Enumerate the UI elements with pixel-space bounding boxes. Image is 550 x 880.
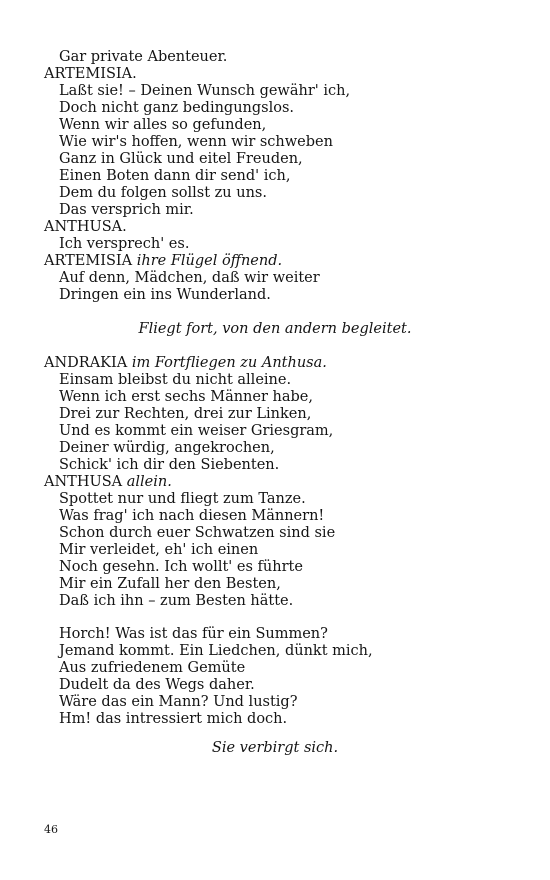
verse-line: Spottet nur und fliegt zum Tanze. xyxy=(59,491,306,507)
speaker-name: ANTHUSA xyxy=(44,474,127,490)
verse-line: Dem du folgen sollst zu uns. xyxy=(59,185,267,201)
verse-line: Einsam bleibst du nicht alleine. xyxy=(59,372,292,388)
speaker-name: ARTEMISIA xyxy=(44,253,137,269)
verse-line: Das versprich mir. xyxy=(59,202,194,218)
verse-line: Dudelt da des Wegs daher. xyxy=(59,677,255,693)
verse-line: Und es kommt ein weiser Griesgram, xyxy=(59,423,334,439)
verse-line: Ganz in Glück und eitel Freuden, xyxy=(59,151,303,167)
verse-line: Wenn wir alles so gefunden, xyxy=(59,117,267,133)
verse-line: Ich versprech' es. xyxy=(59,236,190,252)
verse-line: Horch! Was ist das für ein Summen? xyxy=(59,626,328,642)
speaker-line xyxy=(44,253,282,270)
speaker-name: ANDRAKIA xyxy=(44,355,132,371)
verse-line: Aus zufriedenem Gemüte xyxy=(59,660,246,676)
verse-line: Auf denn, Mädchen, daß wir weiter xyxy=(59,270,320,286)
verse-line: Wie wir's hoffen, wenn wir schweben xyxy=(59,134,333,150)
verse-line: Wäre das ein Mann? Und lustig? xyxy=(59,694,298,710)
page-number: 46 xyxy=(44,823,58,836)
verse-line: Deiner würdig, angekrochen, xyxy=(59,440,275,456)
verse-line: Dringen ein ins Wunderland. xyxy=(59,287,271,303)
verse-line: Mir ein Zufall her den Besten, xyxy=(59,576,281,592)
speaker-line xyxy=(44,355,327,372)
stage-direction: im Fortfliegen zu Anthusa. xyxy=(131,355,327,371)
stage-direction: Fliegt fort, von den andern begleitet. xyxy=(138,321,412,337)
verse-line: Schon durch euer Schwatzen sind sie xyxy=(59,525,336,541)
speaker-name: ANTHUSA. xyxy=(44,219,127,235)
verse-line: Daß ich ihn – zum Besten hätte. xyxy=(59,593,294,609)
verse-line: Schick' ich dir den Siebenten. xyxy=(59,457,280,473)
speaker-line xyxy=(44,474,172,491)
verse-line: Wenn ich erst sechs Männer habe, xyxy=(59,389,313,405)
stage-direction: ihre Flügel öffnend. xyxy=(136,253,283,269)
verse-line: Was frag' ich nach diesen Männern! xyxy=(59,508,325,524)
speaker-name: ARTEMISIA. xyxy=(44,66,137,82)
stage-direction: allein. xyxy=(126,474,172,490)
verse-line: Drei zur Rechten, drei zur Linken, xyxy=(59,406,312,422)
stage-direction: Sie verbirgt sich. xyxy=(211,740,339,756)
verse-line: Hm! das intressiert mich doch. xyxy=(59,711,288,727)
verse-line: Mir verleidet, eh' ich einen xyxy=(59,542,259,558)
verse-line: Einen Boten dann dir send' ich, xyxy=(59,168,291,184)
verse-line: Noch gesehn. Ich wollt' es führte xyxy=(59,559,303,575)
verse-line: Laßt sie! – Deinen Wunsch gewähr' ich, xyxy=(59,83,351,99)
verse-line: Jemand kommt. Ein Liedchen, dünkt mich, xyxy=(59,643,373,659)
verse-line: Gar private Abenteuer. xyxy=(59,49,228,65)
verse-line: Doch nicht ganz bedingungslos. xyxy=(59,100,295,116)
